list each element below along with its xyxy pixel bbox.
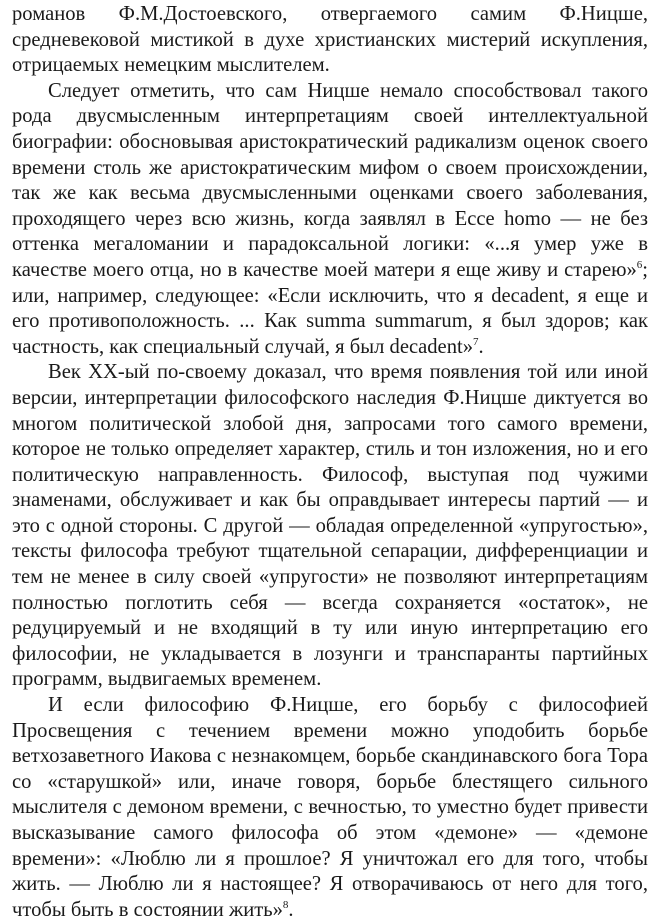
paragraph-3-text: Век XX-ый по-своему доказал, что время появления той или иной версии, интерпретации философского наследия Ф.Ницше диктуется во многом политической злобой дня, запросами того самого времени, которое не только определяет характер, стиль и тон изложения, но и его политическую направленность. Философ, выступая под чужими знаменами, обслуживает и как бы оправдывает интересы партий — и это с одной стороны. С другой — обладая определенной «упругостью», тексты философа требуют тщательной сепарации, дифференциации и тем не менее в силу своей «упругости» не позволяют интерпретациям полностью поглотить себя — всегда сохраняется «остаток», не редуцируемый и не входящий в ту или иную интерпретацию его философии, не укладывается в лозунги и транспаранты партийных программ, выдвигаемых временем. xyxy=(12,361,648,691)
paragraph-2 xyxy=(12,79,648,361)
paragraph-4-end: . xyxy=(288,898,294,921)
paragraph-4-text: И если философию Ф.Ницше, его борьбу с философией Просвещения с течением времени можно уподобить борьбе ветхозаветного Иакова с незнакомцем, борьбе скандинавского бога Тора со «старушкой» или, иначе говоря, борьбе блестящего сильного мыслителя с демоном времени, с вечностью, то уместно будет привести высказывание самого философа об этом «демоне» — «демоне времени»: «Люблю ли я прошлое? Я уничтожал его для того, чтобы жить. — Люблю ли я настоящее? Я отворачиваюсь от него для того, чтобы быть в состоянии жить» xyxy=(12,694,648,921)
footnote-ref-7[interactable]: 7 xyxy=(473,335,479,348)
paragraph-2-tail: ; или, например, следующее: «Если исключить, что я decadent, я еще и его противоположность. ... Как summa summarum, я был здоров; как частность, как специальный случай, я был decadent» xyxy=(12,258,648,358)
paragraph-1-text: романов Ф.М.Достоевского, отвергаемого самим Ф.Ницше, средневековой мистикой в духе христианских мистерий искупления, отрицаемых немецким мыслителем. xyxy=(12,3,648,77)
paragraph-2-text: Следует отметить, что сам Ницше немало способствовал такого рода двусмысленным интерпретациям своей интеллектуальной биографии: обосновывая аристократический радикализм оценок своего времени столь же аристократическим мифом о своем происхождении, так же как весьма двусмысленными оценками своего заболевания, проходящего через всю жизнь, когда заявлял в Ecce homo — не без оттенка мегаломании и парадоксальной логики: «...я умер уже в качестве моего отца, но в качестве моей матери я еще живу и старею» xyxy=(12,79,648,281)
paragraph-1 xyxy=(12,2,648,79)
paragraph-2-end: . xyxy=(478,335,484,358)
paragraph-3 xyxy=(12,360,648,693)
page-text xyxy=(12,2,648,923)
footnote-ref-6[interactable]: 6 xyxy=(636,259,643,272)
paragraph-4 xyxy=(12,693,648,923)
footnote-ref-8[interactable]: 8 xyxy=(282,898,289,911)
